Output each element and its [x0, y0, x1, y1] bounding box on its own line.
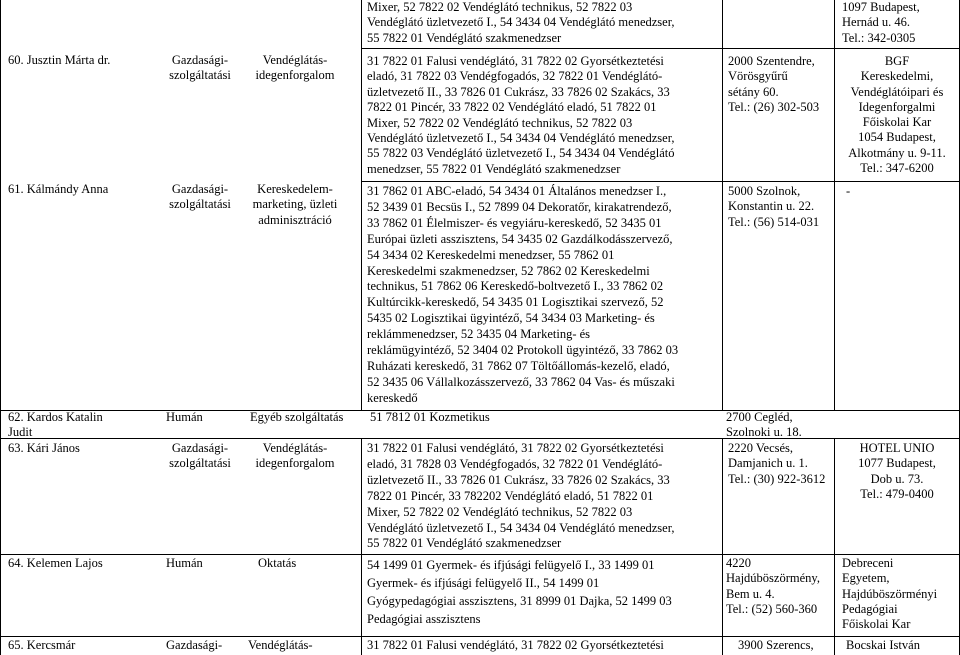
text-line: menedzser, 55 7822 01 Vendéglátó szakmenedzser — [367, 161, 621, 176]
text-line: 5000 Szolnok, — [728, 184, 801, 198]
text-line: 31 7862 01 ABC-eladó, 54 3434 01 Általános menedzser I., — [367, 184, 667, 198]
text-line: Európai üzleti asszisztens, 54 3435 02 Gazdálkodásszervező, — [367, 231, 673, 246]
text-line: 2700 Cegléd, — [726, 410, 793, 424]
text-line: reklámmenedzser, 52 3435 04 Marketing- és — [367, 327, 591, 342]
text-line: Kereskedelmi szakmenedzser, 52 7862 02 Kereskedelmi — [367, 263, 650, 278]
text-line: 7822 01 Pincér, 33 7822 02 Vendéglátó eladó, 51 7822 01 — [367, 100, 657, 115]
text-line: üzletvezető II., 33 7826 01 Cukrász, 33 7826 02 Szakács, 33 — [367, 84, 670, 99]
text-line: 2000 Szentendre, — [728, 54, 815, 68]
text-line: adminisztráció — [258, 212, 332, 227]
row-divider — [0, 636, 959, 637]
text-line: Gazdasági- — [171, 182, 229, 196]
text-line: Hajdúböszörményi — [842, 586, 938, 601]
sector-cell: Gazdasági- — [166, 638, 223, 652]
field-cell — [240, 441, 350, 472]
qualifications-cell — [367, 0, 675, 46]
institution-cell — [836, 54, 958, 176]
text-line: Vendéglátóipari és — [850, 84, 944, 99]
address-cell — [728, 441, 825, 487]
text-line: kereskedő — [367, 390, 418, 405]
text-line: Vendéglátó üzletvezető I., 54 3434 04 Vendéglátó menedzser, — [367, 131, 675, 146]
text-line: Tel.: 479-0400 — [860, 486, 934, 501]
text-line: 55 7822 01 Vendéglátó szakmenedzser — [367, 536, 562, 551]
field-cell — [240, 53, 350, 84]
person-name: 65. Kercsmár — [8, 638, 76, 652]
text-line: 55 7822 01 Vendéglátó szakmenedzser — [367, 30, 562, 45]
field-cell: Vendéglátás- — [248, 638, 313, 652]
text-line: Ruházati kereskedő, 31 7862 07 Töltőállomás-kezelő, eladó, — [367, 358, 670, 373]
text-line: 52 3435 06 Vállalkozásszervező, 33 7862 04 Vas- és műszaki — [367, 374, 675, 389]
text-line: 2220 Vecsés, — [728, 441, 794, 455]
text-line: Hernád u. 46. — [842, 15, 911, 30]
border-left — [0, 0, 1, 655]
text-line: Kereskedelmi, — [860, 69, 934, 84]
institution-cell — [842, 0, 920, 46]
text-line: Gyermek- és ifjúsági felügyelő II., 54 1499 01 — [367, 576, 600, 590]
text-line: Pedagógiai — [842, 601, 898, 616]
text-line: eladó, 31 7822 03 Vendégfogadós, 32 7822 01 Vendéglátó- — [367, 69, 663, 84]
text-line: szolgáltatási — [169, 197, 231, 212]
row-divider — [361, 48, 959, 49]
address-cell — [728, 184, 819, 230]
text-line: Főiskolai Kar — [862, 115, 932, 130]
text-line: marketing, üzleti — [252, 197, 338, 212]
field-cell: Egyéb szolgáltatás — [250, 410, 344, 424]
text-line: Gyógypedagógiai asszisztens, 31 8999 01 Dajka, 52 1499 03 — [367, 594, 672, 608]
text-line: szolgáltatási — [169, 68, 231, 83]
person-name: 60. Jusztin Márta dr. — [8, 53, 111, 67]
person-name: 63. Kári János — [8, 441, 80, 455]
text-line: Vendéglátás- — [262, 441, 328, 455]
text-line: Debreceni — [842, 556, 894, 570]
text-line: 4220 — [726, 556, 751, 570]
text-line: 52 3439 01 Becsüs I., 52 7899 04 Dekoratőr, kirakatrendező, — [367, 199, 672, 214]
institution-cell — [842, 556, 937, 632]
text-line: Damjanich u. 1. — [728, 456, 808, 471]
address-cell — [728, 54, 819, 115]
text-line: üzletvezető II., 33 7826 01 Cukrász, 33 7826 02 Szakács, 33 — [367, 472, 670, 487]
sector-cell: Humán — [166, 410, 203, 424]
field-cell: Oktatás — [258, 556, 297, 570]
text-line: Judit — [8, 425, 33, 440]
institution-cell — [846, 184, 850, 199]
text-line: Mixer, 52 7822 02 Vendéglátó technikus, 52 7822 03 — [367, 0, 633, 14]
person-name: 61. Kálmándy Anna — [8, 182, 109, 196]
text-line: - — [846, 184, 851, 198]
col-divider — [834, 0, 835, 410]
text-line: 33 7862 01 Élelmiszer- és vegyiáru-kereskedő, 52 3435 01 — [367, 215, 662, 230]
qualifications-cell: 31 7822 01 Falusi vendéglátó, 31 7822 02 Gyorsétkeztetési — [367, 638, 664, 652]
col-divider — [834, 438, 835, 655]
text-line: Vörösgyűrű — [728, 69, 788, 84]
text-line: Mixer, 52 7822 02 Vendéglátó technikus, 52 7822 03 — [367, 504, 633, 519]
text-line: Tel.: (56) 514-031 — [728, 214, 820, 229]
text-line: 54 3434 02 Kereskedelmi menedzser, 55 7862 01 — [367, 247, 615, 262]
text-line: sétány 60. — [728, 84, 779, 99]
text-line: Dob u. 73. — [870, 471, 924, 486]
text-line: Hajdúböszörmény, — [726, 571, 820, 586]
text-line: 7822 01 Pincér, 33 782202 Vendéglátó eladó, 51 7822 01 — [367, 488, 654, 503]
col-divider — [361, 0, 362, 410]
text-line: Főiskolai Kar — [842, 617, 911, 632]
sector-cell — [160, 182, 240, 213]
text-line: 31 7822 01 Falusi vendéglátó, 31 7822 02 Gyorsétkeztetési — [367, 441, 664, 455]
person-name: 64. Kelemen Lajos — [8, 556, 103, 570]
col-divider — [722, 0, 723, 410]
text-line: Tel.: 347-6200 — [860, 161, 934, 176]
institution-cell — [836, 441, 958, 502]
text-line: Konstantin u. 22. — [728, 199, 815, 214]
text-line: reklámügyintéző, 52 3404 02 Protokoll ügyintéző, 33 7862 03 — [367, 343, 679, 358]
text-line: Gazdasági- — [171, 441, 229, 455]
row-divider — [361, 181, 959, 182]
sector-cell — [160, 441, 240, 472]
text-line: Tel.: (26) 302-503 — [728, 99, 820, 114]
text-line: 62. Kardos Katalin — [8, 410, 103, 424]
text-line: idegenforgalom — [255, 456, 335, 471]
qualifications-cell — [367, 184, 678, 407]
qualifications-cell: 51 7812 01 Kozmetikus — [370, 410, 490, 424]
text-line: 5435 02 Logisztikai ügyintéző, 54 3434 03 Marketing- és — [367, 311, 655, 326]
text-line: Tel.: (52) 560-360 — [726, 601, 818, 616]
field-cell — [240, 182, 350, 228]
text-line: szolgáltatási — [169, 456, 231, 471]
row-divider — [0, 438, 959, 439]
text-line: Vendéglátó üzletvezető I., 54 3434 04 Vendéglátó menedzser, — [367, 520, 675, 535]
text-line: Vendéglátás- — [262, 53, 328, 67]
text-line: BGF — [884, 54, 910, 68]
sector-cell — [160, 53, 240, 84]
text-line: Idegenforgalmi — [858, 99, 936, 114]
sector-cell: Humán — [166, 556, 203, 570]
text-line: Gazdasági- — [171, 53, 229, 67]
col-divider — [722, 438, 723, 655]
text-line: idegenforgalom — [255, 68, 335, 83]
text-line: technikus, 51 7862 06 Kereskedő-boltvezető I., 33 7862 02 — [367, 279, 664, 294]
text-line: Egyetem, — [842, 571, 890, 586]
qualifications-cell — [367, 441, 675, 552]
text-line: Pedagógiai asszisztens — [367, 612, 481, 626]
text-line: eladó, 31 7828 03 Vendégfogadós, 32 7822 01 Vendéglátó- — [367, 456, 663, 471]
institution-cell: Bocskai István — [846, 638, 920, 652]
text-line: 54 1499 01 Gyermek- és ifjúsági felügyelő I., 33 1499 01 — [367, 558, 655, 572]
qualifications-cell — [367, 54, 675, 177]
text-line: Szolnoki u. 18. — [726, 425, 802, 440]
address-cell — [726, 556, 820, 617]
text-line: 1054 Budapest, — [858, 130, 936, 145]
address-cell — [726, 410, 802, 441]
text-line: Alkotmány u. 9-11. — [848, 145, 946, 160]
text-line: Kultúrcikk-kereskedő, 54 3435 01 Logisztikai szervező, 52 — [367, 295, 664, 310]
qualifications-cell — [367, 556, 672, 628]
address-cell: 3900 Szerencs, — [738, 638, 814, 652]
text-line: 1077 Budapest, — [858, 456, 936, 471]
text-line: Tel.: 342-0305 — [842, 30, 916, 45]
text-line: 1097 Budapest, — [842, 0, 920, 14]
row-divider — [0, 554, 959, 555]
text-line: Tel.: (30) 922-3612 — [728, 471, 826, 486]
text-line: HOTEL UNIO — [859, 441, 935, 455]
text-line: Bem u. 4. — [726, 586, 775, 601]
text-line: Vendéglátó üzletvezető I., 54 3434 04 Vendéglátó menedzser, — [367, 15, 675, 30]
text-line: Kereskedelem- — [257, 182, 333, 196]
text-line: 31 7822 01 Falusi vendéglátó, 31 7822 02 Gyorsétkeztetési — [367, 54, 664, 68]
col-divider — [361, 438, 362, 655]
text-line: 55 7822 03 Vendéglátó üzletvezető I., 54 3434 04 Vendéglátó — [367, 146, 675, 161]
person-name — [8, 410, 103, 441]
text-line: Mixer, 52 7822 02 Vendéglátó technikus, 52 7822 03 — [367, 115, 633, 130]
